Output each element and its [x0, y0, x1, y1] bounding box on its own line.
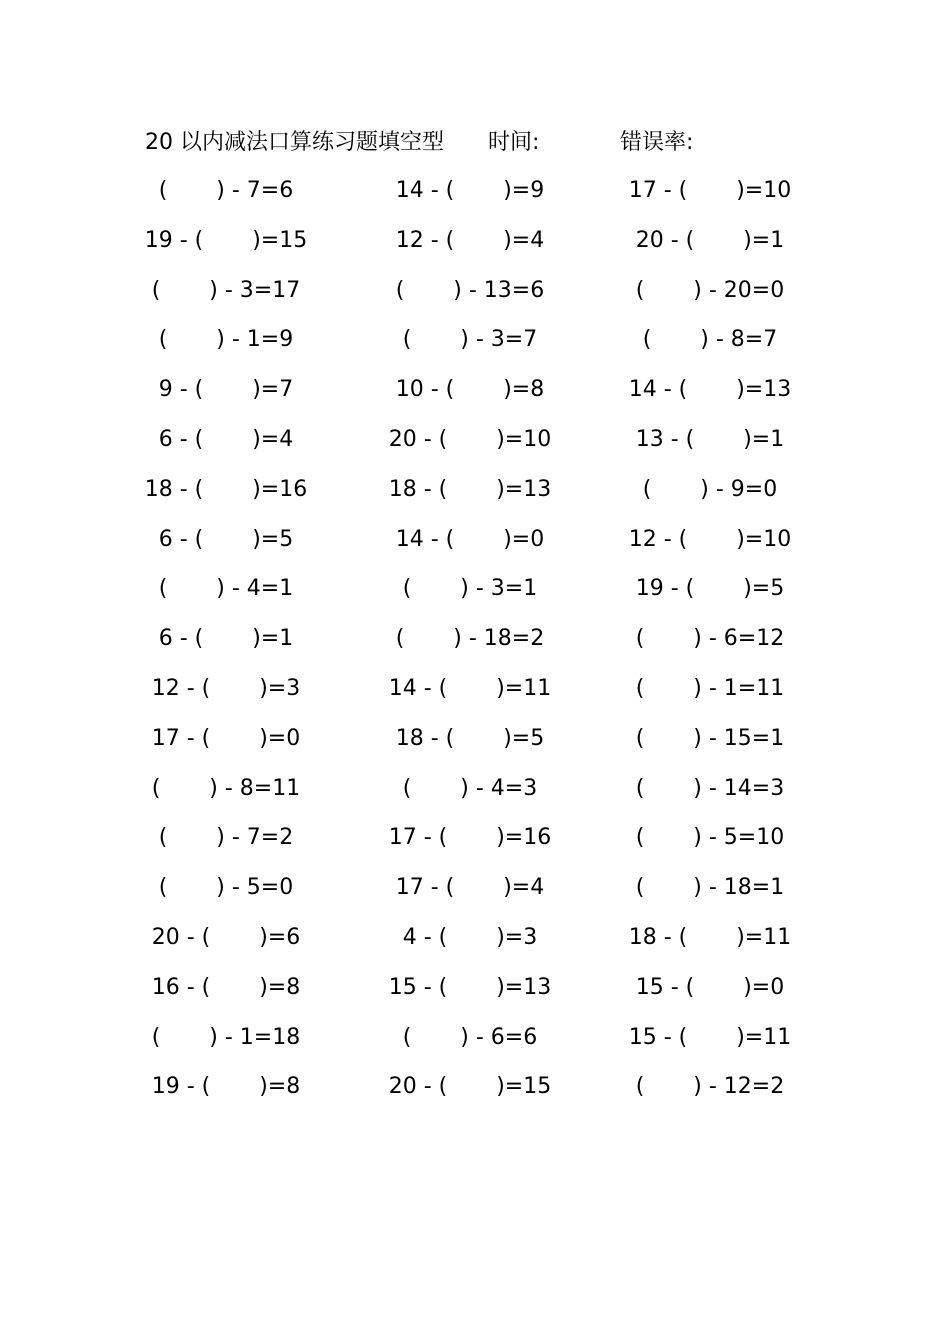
subtraction-problem: 18 - ( )=11: [628, 924, 792, 950]
subtraction-problem: 10 - ( )=8: [395, 377, 545, 403]
subtraction-problem: ( ) - 9=0: [642, 476, 778, 502]
problem-row: [0, 423, 950, 473]
problem-row: [0, 722, 950, 772]
subtraction-problem: 12 - ( )=10: [628, 526, 792, 552]
subtraction-problem: ( ) - 6=12: [635, 626, 785, 652]
subtraction-problem: 14 - ( )=0: [395, 526, 545, 552]
problem-row: [0, 971, 950, 1021]
subtraction-problem: ( ) - 7=6: [158, 178, 294, 203]
subtraction-problem: 18 - ( )=13: [388, 476, 552, 502]
subtraction-problem: ( ) - 3=1: [402, 576, 538, 602]
worksheet-title: 20 以内减法口算练习题填空型: [145, 130, 444, 155]
problem-row: [0, 174, 950, 224]
subtraction-problem: ( ) - 15=1: [635, 725, 785, 751]
subtraction-problem: 4 - ( )=3: [402, 924, 538, 950]
subtraction-problem: 6 - ( )=1: [158, 626, 294, 652]
subtraction-problem: ( ) - 1=11: [635, 675, 785, 701]
subtraction-problem: 19 - ( )=5: [635, 576, 785, 602]
problem-row: [0, 672, 950, 722]
subtraction-problem: 6 - ( )=4: [158, 426, 294, 452]
error-rate-label: 错误率:: [620, 130, 694, 155]
subtraction-problem: 19 - ( )=8: [151, 1074, 301, 1100]
subtraction-problem: 15 - ( )=11: [628, 1024, 792, 1050]
subtraction-problem: 17 - ( )=16: [388, 825, 552, 851]
subtraction-problem: ( ) - 1=18: [151, 1024, 301, 1050]
problem-row: [0, 373, 950, 423]
subtraction-problem: ( ) - 4=3: [402, 775, 538, 801]
subtraction-problem: ( ) - 6=6: [402, 1024, 538, 1050]
subtraction-problem: ( ) - 13=6: [395, 277, 545, 303]
subtraction-problem: ( ) - 20=0: [635, 277, 785, 303]
subtraction-problem: ( ) - 18=2: [395, 626, 545, 652]
subtraction-problem: ( ) - 5=0: [158, 875, 294, 901]
problem-row: [0, 224, 950, 274]
problem-row: [0, 622, 950, 672]
subtraction-problem: ( ) - 8=11: [151, 775, 301, 801]
subtraction-problem: 15 - ( )=13: [388, 974, 552, 1000]
subtraction-problem: 20 - ( )=1: [635, 227, 785, 253]
subtraction-problem: ( ) - 4=1: [158, 576, 294, 602]
subtraction-problem: ( ) - 12=2: [635, 1074, 785, 1100]
subtraction-problem: ( ) - 5=10: [635, 825, 785, 851]
subtraction-problem: 17 - ( )=10: [628, 178, 792, 203]
subtraction-problem: 20 - ( )=6: [151, 924, 301, 950]
problem-row: [0, 821, 950, 871]
problem-row: [0, 473, 950, 523]
problem-row: [0, 772, 950, 822]
subtraction-problem: 14 - ( )=11: [388, 675, 552, 701]
subtraction-problem: 12 - ( )=4: [395, 227, 545, 253]
problem-row: [0, 572, 950, 622]
subtraction-problem: 14 - ( )=9: [395, 178, 545, 203]
subtraction-problem: ( ) - 14=3: [635, 775, 785, 801]
subtraction-problem: 15 - ( )=0: [635, 974, 785, 1000]
problem-row: [0, 871, 950, 921]
subtraction-problem: 18 - ( )=16: [144, 476, 308, 502]
subtraction-problem: ( ) - 3=7: [402, 327, 538, 353]
problem-grid: [0, 174, 950, 1120]
subtraction-problem: ( ) - 3=17: [151, 277, 301, 303]
subtraction-problem: 9 - ( )=7: [158, 377, 294, 403]
problem-row: [0, 523, 950, 573]
worksheet-header: [0, 126, 950, 160]
subtraction-problem: ( ) - 1=9: [158, 327, 294, 353]
subtraction-problem: 12 - ( )=3: [151, 675, 301, 701]
problem-row: [0, 1021, 950, 1071]
subtraction-problem: ( ) - 18=1: [635, 875, 785, 901]
subtraction-problem: 14 - ( )=13: [628, 377, 792, 403]
subtraction-problem: 20 - ( )=15: [388, 1074, 552, 1100]
subtraction-problem: 16 - ( )=8: [151, 974, 301, 1000]
problem-row: [0, 323, 950, 373]
subtraction-problem: 17 - ( )=0: [151, 725, 301, 751]
subtraction-problem: 13 - ( )=1: [635, 426, 785, 452]
subtraction-problem: 20 - ( )=10: [388, 426, 552, 452]
subtraction-problem: 6 - ( )=5: [158, 526, 294, 552]
problem-row: [0, 921, 950, 971]
problem-row: [0, 274, 950, 324]
subtraction-problem: 17 - ( )=4: [395, 875, 545, 901]
subtraction-problem: ( ) - 7=2: [158, 825, 294, 851]
subtraction-problem: 18 - ( )=5: [395, 725, 545, 751]
subtraction-problem: 19 - ( )=15: [144, 227, 308, 253]
problem-row: [0, 1070, 950, 1120]
time-label: 时间:: [488, 130, 540, 155]
subtraction-problem: ( ) - 8=7: [642, 327, 778, 353]
